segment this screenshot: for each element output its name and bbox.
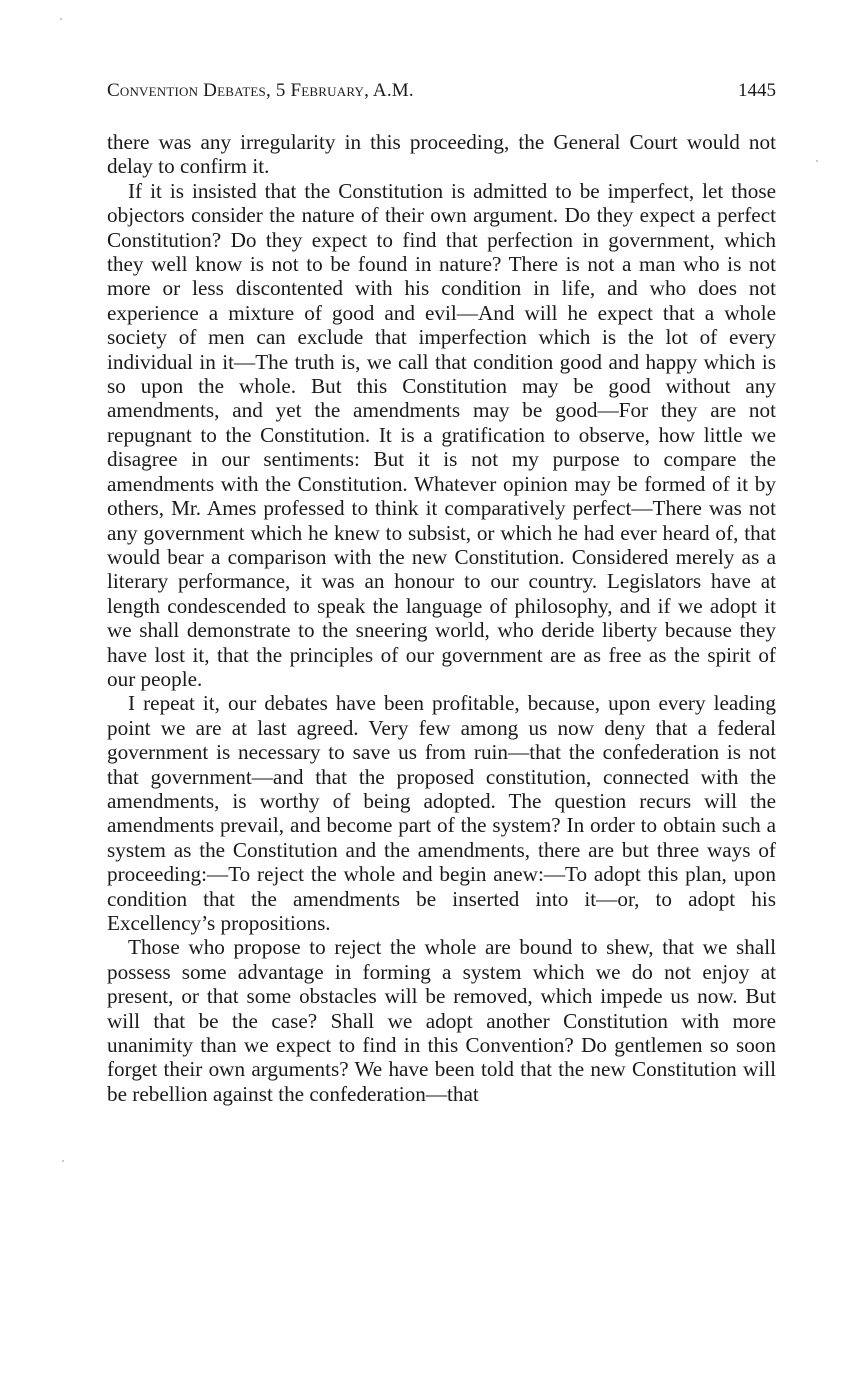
paragraph-continued: there was any irregularity in this proceeding, the General Court would not delay to confirm it. xyxy=(107,130,776,179)
running-head xyxy=(107,76,776,106)
paper-speck xyxy=(60,18,62,20)
paper-speck xyxy=(816,160,818,162)
page-number: 1445 xyxy=(738,80,776,101)
body-text xyxy=(107,130,776,1106)
paper-speck xyxy=(62,1160,64,1162)
book-page xyxy=(107,76,776,1106)
paragraph: If it is insisted that the Constitution is admitted to be imperfect, let those objectors consider the nature of their own argument. Do they expect a perfect Constitution? Do they expect to find that perfection in government, which they well know is not to be found in nature? There is not a man who is not more or less discontented with his condition in life, and who does not experience a mixture of good and evil—And will he expect that a whole society of men can exclude that imperfection which is the lot of every individual in it—The truth is, we call that condition good and happy which is so upon the whole. But this Constitution may be good without any amendments, and yet the amendments may be good—For they are not repugnant to the Constitution. It is a gratification to observe, how little we disagree in our sentiments: But it is not my purpose to compare the amendments with the Constitution. Whatever opinion may be formed of it by others, Mr. Ames professed to think it comparatively perfect—There was not any government which he knew to subsist, or which he had ever heard of, that would bear a comparison with the new Constitution. Considered merely as a literary performance, it was an honour to our country. Legislators have at length condescended to speak the language of philosophy, and if we adopt it we shall demonstrate to the sneering world, who deride liberty because they have lost it, that the principles of our government are as free as the spirit of our people. xyxy=(107,178,776,691)
paragraph: I repeat it, our debates have been profitable, because, upon every leading point we are at last agreed. Very few among us now deny that a federal government is necessary to save us from ruin—that the confederation is not that government—and that the proposed constitution, connected with the amendments, is worthy of being adopted. The question recurs will the amendments prevail, and become part of the system? In order to obtain such a system as the Constitution and the amendments, there are but three ways of proceeding:—To reject the whole and begin anew:—To adopt this plan, upon condition that the amendments be inserted into it—or, to adopt his Excellency’s propositions. xyxy=(107,691,776,935)
paragraph: Those who propose to reject the whole are bound to shew, that we shall possess some advantage in forming a system which we do not enjoy at present, or that some obstacles will be removed, which impede us now. But will that be the case? Shall we adopt another Constitution with more unanimity than we expect to find in this Convention? Do gentlemen so soon forget their own arguments? We have been told that the new Constitution will be rebellion against the confederation—that xyxy=(107,935,776,1106)
running-title: Convention Debates, 5 February, A.M. xyxy=(107,80,414,101)
